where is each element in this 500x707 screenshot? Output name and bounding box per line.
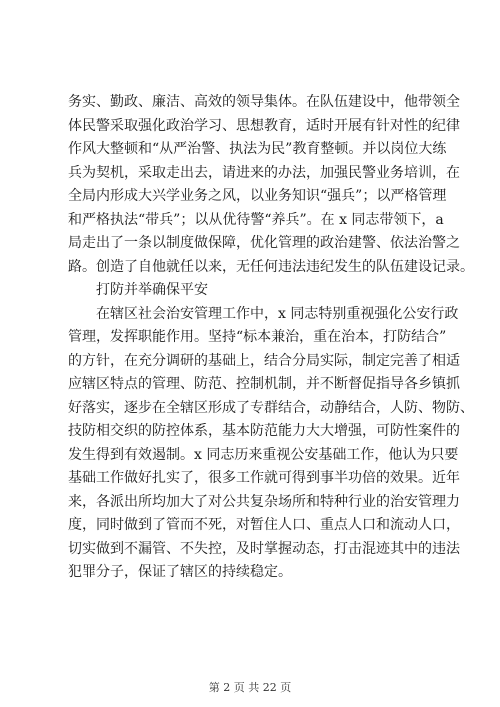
- document-body: [68, 91, 474, 585]
- paragraph-public-security: [68, 303, 474, 585]
- section-heading: [68, 279, 434, 303]
- text-line: 犯罪分子，保证了辖区的持续稳定。: [68, 564, 292, 580]
- text-line: 好落实，逐步在全辖区形成了专群结合，动静结合，人防、物防、: [68, 399, 474, 416]
- page-footer: [0, 681, 500, 695]
- text-line: 和严格执法“带兵”；以从优待警“养兵”。在 x 同志带领下，a: [68, 211, 444, 228]
- text-line: 来，各派出所均加大了对公共复杂场所和特种行业的治安管理力: [68, 493, 460, 510]
- text-line: 技防相交织的防控体系，基本防范能力大大增强，可防性案件的: [68, 423, 460, 439]
- text-line: 应辖区特点的管理、防范、控制机制，并不断督促指导各乡镇抓: [68, 376, 460, 392]
- text-line: 全局内形成大兴学业务之风，以业务知识“强兵”；以严格管理: [68, 188, 447, 204]
- text-line: 体民警采取强化政治学习、思想教育，适时开展有针对性的纪律: [68, 117, 460, 134]
- text-line: 兵为契机，采取走出去，请进来的办法，加强民警业务培训，在: [68, 164, 460, 181]
- text-line: 发生得到有效遏制。x 同志历来重视公安基础工作，他认为只要: [68, 446, 459, 463]
- page-number-label: 第 2 页 共 22 页: [208, 681, 292, 694]
- paragraph-team-building: [68, 91, 474, 279]
- text-line: 切实做到不漏管、不失控，及时掌握动态，打击混迹其中的违法: [68, 540, 460, 557]
- section-heading-text: 打防并举确保平安: [96, 282, 208, 298]
- text-line: 基础工作做好扎实了，很多工作就可得到事半功倍的效果。近年: [68, 470, 460, 486]
- text-line: 的方针，在充分调研的基础上，结合分局实际，制定完善了相适: [68, 352, 460, 369]
- text-line: 局走出了一条以制度做保障，优化管理的政治建警、依法治警之: [68, 235, 460, 251]
- text-line: 管理，发挥职能作用。坚持“标本兼治，重在治本，打防结合”: [68, 329, 447, 345]
- text-line: 在辖区社会治安管理工作中，x 同志特别重视强化公安行政: [96, 305, 459, 322]
- text-line: 务实、勤政、廉洁、高效的领导集体。在队伍建设中，他带领全: [68, 94, 460, 110]
- text-line: 作风大整顿和“从严治警、执法为民”教育整顿。并以岗位大练: [68, 141, 447, 157]
- text-line: 度，同时做到了管而不死，对暂住人口、重点人口和流动人口，: [68, 517, 460, 533]
- text-line: 路。创造了自他就任以来，无任何违法违纪发生的队伍建设记录。: [68, 258, 474, 275]
